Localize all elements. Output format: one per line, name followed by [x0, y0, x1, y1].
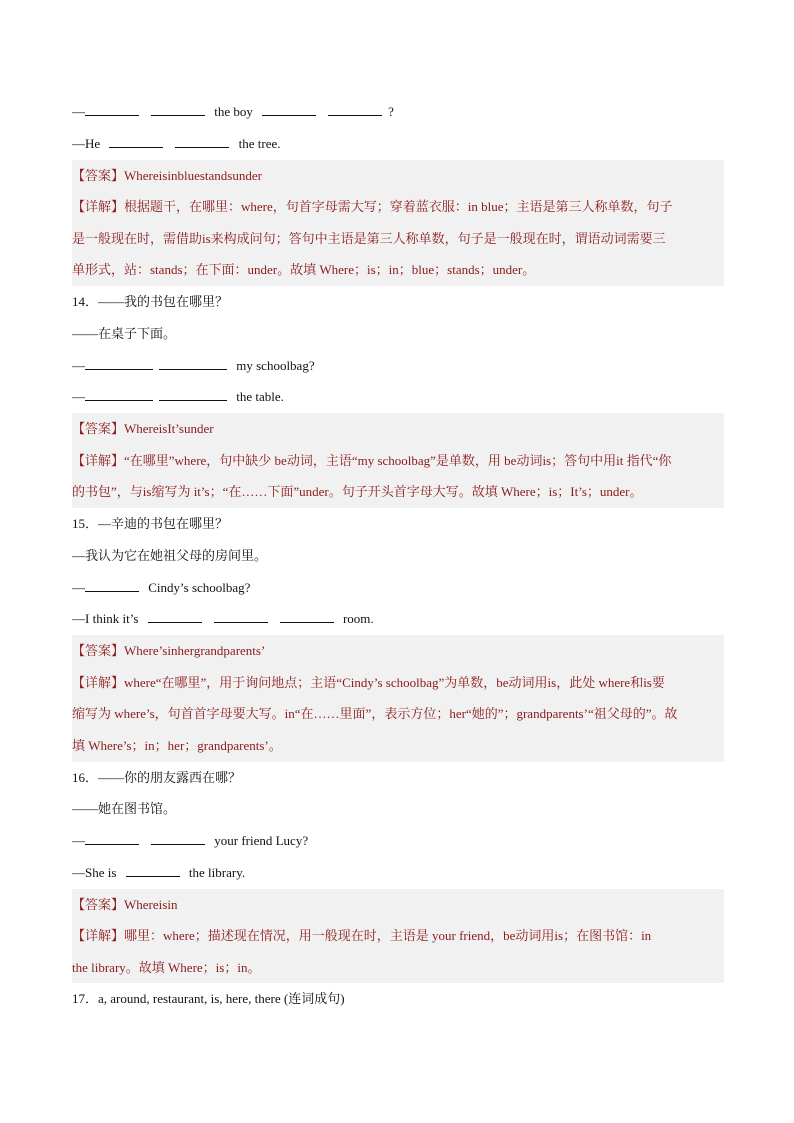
q15-answer-box: [72, 635, 724, 761]
answer-item: blue: [177, 167, 200, 183]
answer-tag: 【答案】: [72, 643, 125, 659]
answer-item: her: [177, 643, 194, 659]
question-text: room.: [342, 611, 374, 627]
answer-item: is: [158, 167, 168, 183]
question-text: the tree.: [238, 135, 281, 151]
answer-tag: 【答案】: [72, 896, 125, 912]
answer-blank[interactable]: [85, 578, 139, 592]
q13-answer-box: [72, 160, 724, 286]
question-text: my schoolbag?: [236, 357, 315, 373]
answer-blank[interactable]: [262, 102, 316, 116]
answer-line: [72, 889, 724, 921]
detail-line: 单形式，站：stands；在下面：under。故填 Where；is；in；blue；stands；under。: [72, 262, 536, 278]
detail-line: 的书包”，与is缩写为 it’s；“在……下面”under。句子开头首字母大写。故填 Where；is；It’s；under。: [72, 484, 643, 500]
answer-blank[interactable]: [85, 387, 153, 401]
detail-line: 【详解】根据题干，在哪里：where，句首字母需大写；穿着蓝衣服：in blue；主语是第三人称单数，句子: [72, 199, 673, 215]
dash: —: [72, 579, 85, 595]
answer-item: in: [167, 167, 178, 183]
dash: —: [72, 833, 85, 849]
q13-question-line-b: [72, 128, 724, 160]
answer-item: is: [158, 896, 168, 912]
detail-line: 【详解】“在哪里”where，句中缺少 be动词，主语“my schoolbag”是单数，用 be动词is；答句中用it 指代“你: [72, 452, 672, 468]
q16-question-line-b: [72, 857, 724, 889]
answer-blank[interactable]: [85, 356, 153, 370]
dash: —: [72, 389, 85, 405]
question-text: the library.: [188, 864, 246, 880]
answer-blank[interactable]: [159, 356, 227, 370]
answer-item: is: [158, 421, 168, 437]
question-text: Cindy’s schoolbag?: [148, 579, 251, 595]
q16-answer-cn: ——她在图书馆。: [72, 801, 177, 817]
question-text: the table.: [236, 389, 284, 405]
question-text: —She is: [72, 864, 117, 880]
answer-blank[interactable]: [159, 387, 227, 401]
answer-line: [72, 160, 724, 192]
q16-title: 16．——你的朋友露西在哪？: [72, 769, 242, 785]
q15-question-line-b: [72, 603, 724, 635]
answer-line: [72, 635, 724, 667]
answer-item: in: [167, 643, 178, 659]
q16-question-line-a: [72, 825, 724, 857]
q17-title: 17．a, around, restaurant, is, here, there (连词成句): [72, 991, 345, 1007]
dash: —: [72, 104, 85, 119]
answer-item: in: [167, 896, 178, 912]
q14-answer-box: [72, 413, 724, 508]
question-mark: ?: [388, 104, 394, 119]
answer-blank[interactable]: [280, 609, 334, 623]
answer-tag: 【答案】: [72, 421, 125, 437]
answer-blank[interactable]: [126, 863, 180, 877]
answer-blank[interactable]: [151, 102, 205, 116]
answer-line: [72, 413, 724, 445]
question-text: —I think it’s: [72, 611, 139, 627]
detail-line: 填 Where’s；in；her；grandparents’。: [72, 737, 282, 753]
answer-blank[interactable]: [85, 831, 139, 845]
q15-question-line-a: [72, 572, 724, 604]
answer-blank[interactable]: [214, 609, 268, 623]
answer-blank[interactable]: [328, 102, 382, 116]
q14-title: 14．——我的书包在哪里？: [72, 293, 229, 309]
answer-item: Where: [124, 167, 159, 183]
answer-blank[interactable]: [151, 831, 205, 845]
answer-blank[interactable]: [148, 609, 202, 623]
answer-item: It’s: [167, 421, 184, 437]
document-page: [72, 96, 724, 1015]
answer-item: Where: [124, 421, 159, 437]
answer-item: grandparents’: [193, 643, 266, 659]
q15-title: 15．—辛迪的书包在哪里？: [72, 515, 229, 531]
answer-item: Where’s: [124, 643, 168, 659]
q16-answer-box: [72, 889, 724, 984]
detail-line: 【详解】where“在哪里”，用于询问地点；主语“Cindy’s schoolbag”为单数，be动词用is，此处 where和is要: [72, 674, 665, 690]
answer-blank[interactable]: [175, 134, 229, 148]
answer-item: Where: [124, 896, 159, 912]
detail-line: 是一般现在时，需借助is来构成问句；答句中主语是第三人称单数，句子是一般现在时，谓语动词需要三: [72, 230, 666, 246]
detail-line: the library。故填 Where；is；in。: [72, 959, 261, 975]
detail-line: 【详解】哪里：where；描述现在情况，用一般现在时，主语是 your friend，be动词用is；在图书馆：in: [72, 928, 652, 944]
q14-answer-cn: ——在桌子下面。: [72, 325, 177, 341]
answer-blank[interactable]: [109, 134, 163, 148]
answer-tag: 【答案】: [72, 167, 125, 183]
dash: —: [72, 357, 85, 373]
answer-item: under: [232, 167, 262, 183]
answer-item: under: [183, 421, 214, 437]
q13-question-line-a: [72, 96, 724, 128]
q14-question-line-a: [72, 350, 724, 382]
answer-blank[interactable]: [85, 102, 139, 116]
question-text: the boy: [214, 104, 253, 119]
q15-answer-cn: —我认为它在她祖父母的房间里。: [72, 547, 268, 563]
q14-question-line-b: [72, 381, 724, 413]
answer-item: stands: [199, 167, 233, 183]
question-text: —He: [72, 135, 101, 151]
detail-line: 缩写为 where’s，句首首字母要大写。in“在……里面”，表示方位；her“她的”；grandparents’“祖父母的”。故: [72, 706, 678, 722]
question-text: your friend Lucy?: [214, 833, 309, 849]
